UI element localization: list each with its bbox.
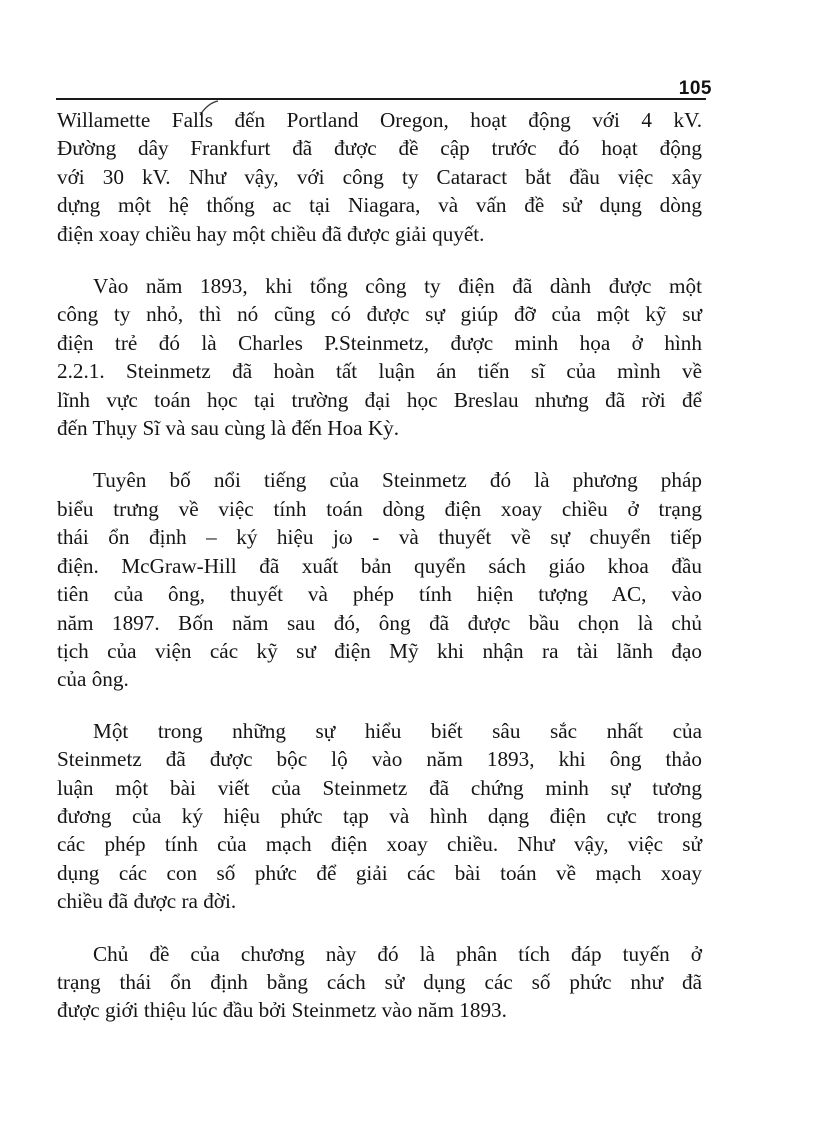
text-line: Chủ đề của chương này đó là phân tích đáp tuyến ở xyxy=(93,941,702,966)
text-line: tiên của ông, thuyết và phép tính hiện tượng AC, vào xyxy=(57,582,702,607)
paragraph-4 xyxy=(57,717,702,916)
text-line: thái ổn định – ký hiệu jω - và thuyết về sự chuyển tiếp xyxy=(57,525,702,550)
text-line: Một trong những sự hiểu biết sâu sắc nhất của xyxy=(93,718,702,743)
text-line: luận một bài viết của Steinmetz đã chứng minh sự tương xyxy=(57,775,702,800)
text-line: Tuyên bố nổi tiếng của Steinmetz đó là phương pháp xyxy=(93,468,702,493)
text-line: chiều đã được ra đời. xyxy=(57,889,237,914)
text-line: được giới thiệu lúc đầu bởi Steinmetz vào năm 1893. xyxy=(57,998,507,1023)
text-line: dụng các con số phức để giải các bài toán về mạch xoay xyxy=(57,860,702,885)
text-line: điện. McGraw-Hill đã xuất bản quyển sách giáo khoa đầu xyxy=(57,553,702,578)
page-number: 105 xyxy=(678,78,712,99)
text-line: dựng một hệ thống ac tại Niagara, và vấn đề sử dụng dòng xyxy=(57,193,702,218)
page-body xyxy=(57,106,702,1049)
text-line: Đường dây Frankfurt đã được đề cập trước đó hoạt động xyxy=(57,136,702,161)
text-line: năm 1897. Bốn năm sau đó, ông đã được bầu chọn là chủ xyxy=(57,610,702,635)
text-line: đến Thụy Sĩ và sau cùng là đến Hoa Kỳ. xyxy=(57,416,400,441)
text-line: Vào năm 1893, khi tổng công ty điện đã dành được một xyxy=(93,274,702,299)
text-line: điện trẻ đó là Charles P.Steinmetz, được minh họa ở hình xyxy=(57,330,702,355)
paragraph-1 xyxy=(57,106,702,248)
header-rule xyxy=(56,98,706,100)
text-line: Steinmetz đã được bộc lộ vào năm 1893, khi ông thảo xyxy=(57,747,702,772)
text-line: của ông. xyxy=(57,667,129,692)
text-line: 2.2.1. Steinmetz đã hoàn tất luận án tiến sĩ của mình về xyxy=(57,359,702,384)
paragraph-5 xyxy=(57,940,702,1025)
text-line: công ty nhỏ, thì nó cũng có được sự giúp đỡ của một kỹ sư xyxy=(57,302,702,327)
text-line: tịch của viện các kỹ sư điện Mỹ khi nhận ra tài lãnh đạo xyxy=(57,638,702,663)
paragraph-3 xyxy=(57,466,702,693)
text-line: biểu trưng về việc tính toán dòng điện xoay chiều ở trạng xyxy=(57,496,702,521)
text-line: lĩnh vực toán học tại trường đại học Breslau nhưng đã rời để xyxy=(57,387,702,412)
text-line: các phép tính của mạch điện xoay chiều. Như vậy, việc sử xyxy=(57,832,702,857)
text-line: đương của ký hiệu phức tạp và hình dạng điện cực trong xyxy=(57,803,702,828)
text-line: trạng thái ổn định bằng cách sử dụng các số phức như đã xyxy=(57,969,702,994)
text-line: Willamette Falls đến Portland Oregon, hoạt động với 4 kV. xyxy=(57,108,702,132)
paragraph-2 xyxy=(57,272,702,442)
text-line: điện xoay chiều hay một chiều đã được giải quyết. xyxy=(57,221,485,246)
text-line: với 30 kV. Như vậy, với công ty Cataract bắt đầu việc xây xyxy=(57,164,702,189)
